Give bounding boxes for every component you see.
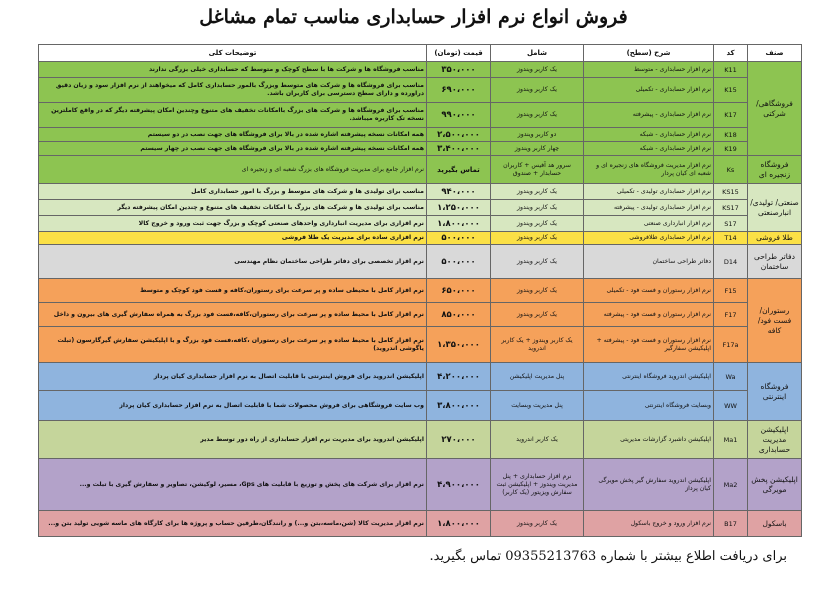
notes-cell: مناسب برای تولیدی ها و شرکت های بزرگ با امکانات تخفیف های متنوع و چندین امکان پیشرفته دیگر bbox=[39, 200, 427, 216]
notes-cell: نرم افزار مدیریت کالا (شن،ماسه،بتن و...) و رانندگان،طرفین حساب و پروژه ها برای کارگاه های ماسه شویی تولید بتن و... bbox=[39, 511, 427, 537]
includes-cell: یک کاربر ویندوز bbox=[491, 200, 584, 216]
price-cell: ۹۴۰،۰۰۰ bbox=[427, 184, 491, 200]
notes-cell: نرم افزار تخصصی برای دفاتر طراحی ساختمان نظام مهندسی bbox=[39, 245, 427, 279]
price-cell: ۱،۳۵۰،۰۰۰ bbox=[427, 327, 491, 363]
category-cell: دفاتر طراحی ساختمان bbox=[748, 245, 802, 279]
code-cell: WW bbox=[714, 391, 748, 421]
notes-cell: همه امکانات نسخه پیشرفته اشاره شده در بالا برای فروشگاه های جهت نصب در دو سیستم bbox=[39, 128, 427, 142]
code-cell: K19 bbox=[714, 142, 748, 156]
desc-cell: نرم افزار ورود و خروج باسکول bbox=[584, 511, 714, 537]
code-cell: K18 bbox=[714, 128, 748, 142]
includes-cell: چهار کاربر ویندوز bbox=[491, 142, 584, 156]
code-cell: F15 bbox=[714, 279, 748, 303]
table-row bbox=[39, 232, 802, 245]
price-cell: ۸۵۰،۰۰۰ bbox=[427, 303, 491, 327]
notes-cell: نرم افزار برای شرکت های پخش و توزیع با قابلیت های Gps، مسیر، لوکیشن، تصاویر و سفارش گیری با تبلت و... bbox=[39, 459, 427, 511]
category-cell: رستوران/ فست فود/ کافه bbox=[748, 279, 802, 363]
desc-cell: نرم افزار حسابداری - پیشرفته bbox=[584, 103, 714, 128]
code-cell: K11 bbox=[714, 62, 748, 78]
code-cell: Ma2 bbox=[714, 459, 748, 511]
notes-cell: نرم افزار کامل با محیط ساده و پر سرعت برای رستوران،کافه،فست فود بزرگ به همراه سفارش گیری های بیرون و داخل bbox=[39, 303, 427, 327]
table-row bbox=[39, 142, 802, 156]
notes-cell: نرم افزار کامل با محیطی ساده و پر سرعت برای رستوران،کافه و فست فود کوچک و متوسط bbox=[39, 279, 427, 303]
price-cell: ۱،۸۰۰،۰۰۰ bbox=[427, 511, 491, 537]
price-cell: ۴،۹۰۰،۰۰۰ bbox=[427, 459, 491, 511]
notes-cell: مناسب برای فروشگاه ها و شرکت های متوسط وبزرگ بالمور حسابداری کامل که میخواهند از نرم افزار سود و زیان دقیق دراورده و دارای سطح دسترسی برای کاربران باشد. bbox=[39, 78, 427, 103]
header-notes: توضیحات کلی bbox=[39, 45, 427, 62]
notes-cell: اپلیکیشن اندروید برای فروش اینترنتی با قابلیت اتصال به نرم افزار حسابداری کیان پرداز bbox=[39, 363, 427, 391]
desc-cell: نرم افزار رستوران و فست فود - پیشرفته + اپلیکیشن سفارگیر bbox=[584, 327, 714, 363]
includes-cell: یک کاربر ویندوز bbox=[491, 511, 584, 537]
price-cell: ۱،۸۰۰،۰۰۰ bbox=[427, 216, 491, 232]
notes-cell: نرم افزار کامل با محیط ساده و پر سرعت برای رستوران ،کافه،فست فود بزرگ و با اپلیکیشن سفارش گیرگارسون (تبلت یاگوشی اندروید) bbox=[39, 327, 427, 363]
desc-cell: اپلیکیشن داشبرد گزارشات مدیریتی bbox=[584, 421, 714, 459]
includes-cell: پنل مدیریت وبسایت bbox=[491, 391, 584, 421]
includes-cell: یک کاربر ویندوز bbox=[491, 216, 584, 232]
code-cell: D14 bbox=[714, 245, 748, 279]
includes-cell: یک کاربر ویندوز bbox=[491, 279, 584, 303]
footer-text-after: تماس بگیرید. bbox=[429, 549, 502, 564]
notes-cell: مناسب فروشگاه ها و شرکت ها با سطح کوچک و متوسط که حسابداری خیلی بزرگی ندارند bbox=[39, 62, 427, 78]
includes-cell: یک کاربر ویندوز bbox=[491, 245, 584, 279]
table-row bbox=[39, 511, 802, 537]
table-row bbox=[39, 245, 802, 279]
table-row bbox=[39, 128, 802, 142]
includes-cell: نرم افزار حسابداری + پنل مدیریت ویندوز + اپلیکیشن ثبت سفارش ویزیتور (یک کاربر) bbox=[491, 459, 584, 511]
code-cell: Wa bbox=[714, 363, 748, 391]
contact-footer bbox=[430, 549, 787, 564]
notes-cell: وب سایت فروشگاهی برای فروش محصولات شما با قابلیت اتصال به نرم افزار حسابداری کیان پرداز bbox=[39, 391, 427, 421]
footer-text-before: برای دریافت اطلاع بیشتر با شماره bbox=[600, 549, 787, 564]
notes-cell: نرم افزار جامع برای مدیریت فروشگاه های بزرگ شعبه ای و زنجیره ای bbox=[39, 156, 427, 184]
table-row bbox=[39, 200, 802, 216]
category-cell: اپلیکیشن پخش مویرگی bbox=[748, 459, 802, 511]
desc-cell: نرم افزار رستوران و فست فود - پیشرفته bbox=[584, 303, 714, 327]
header-price: قیمت (تومان) bbox=[427, 45, 491, 62]
desc-cell: نرم افزار حسابداری - تکمیلی bbox=[584, 78, 714, 103]
desc-cell: دفاتر طراحی ساختمان bbox=[584, 245, 714, 279]
price-cell: ۴،۲۰۰،۰۰۰ bbox=[427, 363, 491, 391]
price-cell: ۱،۲۵۰،۰۰۰ bbox=[427, 200, 491, 216]
table-row bbox=[39, 184, 802, 200]
notes-cell: اپلیکیشن اندروید برای مدیریت نرم افزار حسابداری از راه دور توسط مدیر bbox=[39, 421, 427, 459]
desc-cell: نرم افزار انبارداری صنعتی bbox=[584, 216, 714, 232]
price-cell: تماس بگیرید bbox=[427, 156, 491, 184]
table-row bbox=[39, 391, 802, 421]
desc-cell: نرم افزار رستوران و فست فود - تکمیلی bbox=[584, 279, 714, 303]
table-row bbox=[39, 459, 802, 511]
includes-cell: یک کاربر ویندوز bbox=[491, 103, 584, 128]
price-cell: ۶۵۰،۰۰۰ bbox=[427, 279, 491, 303]
header-category: صنف bbox=[748, 45, 802, 62]
includes-cell: یک کاربر ویندوز bbox=[491, 78, 584, 103]
table-header-row bbox=[39, 45, 802, 62]
notes-cell: نرم افزاری ساده برای مدیریت یک طلا فروشی bbox=[39, 232, 427, 245]
price-cell: ۳،۴۰۰،۰۰۰ bbox=[427, 142, 491, 156]
price-cell: ۵۰۰،۰۰۰ bbox=[427, 245, 491, 279]
category-cell: اپلیکیشن مدیریت حسابداری bbox=[748, 421, 802, 459]
price-cell: ۹۹۰،۰۰۰ bbox=[427, 103, 491, 128]
table-row bbox=[39, 421, 802, 459]
code-cell: KS17 bbox=[714, 200, 748, 216]
category-cell: فروشگاه اینترنتی bbox=[748, 363, 802, 421]
category-cell: فروشگاه زنجیره ای bbox=[748, 156, 802, 184]
price-cell: ۳،۸۰۰،۰۰۰ bbox=[427, 391, 491, 421]
code-cell: S17 bbox=[714, 216, 748, 232]
code-cell: K15 bbox=[714, 78, 748, 103]
includes-cell: یک کاربر ویندوز bbox=[491, 184, 584, 200]
includes-cell: یک کاربر ویندوز bbox=[491, 303, 584, 327]
table-row bbox=[39, 103, 802, 128]
category-cell: فروشگاهی/ شرکتی bbox=[748, 62, 802, 156]
price-cell: ۲۷۰،۰۰۰ bbox=[427, 421, 491, 459]
desc-cell: نرم افزار حسابداری - شبکه bbox=[584, 128, 714, 142]
code-cell: T14 bbox=[714, 232, 748, 245]
notes-cell: همه امکانات نسخه پیشرفته اشاره شده در بالا برای فروشگاه های جهت نصب در چهار سیستم bbox=[39, 142, 427, 156]
desc-cell: نرم افزار حسابداری تولیدی - تکمیلی bbox=[584, 184, 714, 200]
includes-cell: سرور هد آفیس + کاربران حسابدار + صندوق bbox=[491, 156, 584, 184]
table-row bbox=[39, 216, 802, 232]
table-row bbox=[39, 303, 802, 327]
desc-cell: نرم افزار حسابداری طلافروشی bbox=[584, 232, 714, 245]
includes-cell: یک کاربر ویندوز bbox=[491, 62, 584, 78]
table-row bbox=[39, 156, 802, 184]
desc-cell: نرم افزار حسابداری - متوسط bbox=[584, 62, 714, 78]
header-includes: شامل bbox=[491, 45, 584, 62]
includes-cell: یک کاربر اندروید bbox=[491, 421, 584, 459]
notes-cell: مناسب برای تولیدی ها و شرکت های متوسط و بزرگ با امور حسابداری کامل bbox=[39, 184, 427, 200]
includes-cell: یک کاربر ویندوز bbox=[491, 232, 584, 245]
header-desc: شرح (سطح) bbox=[584, 45, 714, 62]
code-cell: KS15 bbox=[714, 184, 748, 200]
table-row bbox=[39, 78, 802, 103]
code-cell: Ks bbox=[714, 156, 748, 184]
price-cell: ۳۵۰،۰۰۰ bbox=[427, 62, 491, 78]
desc-cell: وبسایت فروشگاه اینترنتی bbox=[584, 391, 714, 421]
code-cell: F17 bbox=[714, 303, 748, 327]
desc-cell: اپلیکیشن اندروید فروشگاه اینترنتی bbox=[584, 363, 714, 391]
header-code: کد bbox=[714, 45, 748, 62]
code-cell: F17a bbox=[714, 327, 748, 363]
notes-cell: مناسب برای فروشگاه ها و شرکت های بزرگ باامکانات تخفیف های متنوع وچندین امکان پیشرفته دیگر که در واقع کاملترین نسخه تک کاربره میباشد. bbox=[39, 103, 427, 128]
includes-cell: یک کاربر ویندوز + یک کاربر اندروید bbox=[491, 327, 584, 363]
desc-cell: نرم افزار حسابداری - شبکه bbox=[584, 142, 714, 156]
category-cell: باسکول bbox=[748, 511, 802, 537]
code-cell: Ma1 bbox=[714, 421, 748, 459]
desc-cell: اپلیکیشن اندروید سفارش گیر پخش مویرگی کیان پرداز bbox=[584, 459, 714, 511]
table-row bbox=[39, 62, 802, 78]
price-cell: ۲،۵۰۰،۰۰۰ bbox=[427, 128, 491, 142]
price-cell: ۵۰۰،۰۰۰ bbox=[427, 232, 491, 245]
includes-cell: دو کاربر ویندوز bbox=[491, 128, 584, 142]
includes-cell: پنل مدیریت اپلیکیشن bbox=[491, 363, 584, 391]
phone-number[interactable]: 09355213763 bbox=[505, 549, 597, 564]
category-cell: طلا فروشی bbox=[748, 232, 802, 245]
table-row bbox=[39, 327, 802, 363]
desc-cell: نرم افزار حسابداری تولیدی - پیشرفته bbox=[584, 200, 714, 216]
price-cell: ۶۹۰،۰۰۰ bbox=[427, 78, 491, 103]
desc-cell: نرم افزار مدیریت فروشگاه های زنجیره ای و شعبه ای کیان پردار bbox=[584, 156, 714, 184]
page-title: فروش انواع نرم افزار حسابداری مناسب تمام مشاغل bbox=[199, 6, 628, 28]
notes-cell: نرم افزاری برای مدیریت انبارداری واحدهای صنعتی کوچک و بزرگ جهت ثبت ورود و خروج کالا bbox=[39, 216, 427, 232]
table-row bbox=[39, 363, 802, 391]
table-row bbox=[39, 279, 802, 303]
price-table bbox=[38, 44, 802, 537]
code-cell: K17 bbox=[714, 103, 748, 128]
code-cell: B17 bbox=[714, 511, 748, 537]
category-cell: صنعتی/ تولیدی/ انبارصنعتی bbox=[748, 184, 802, 232]
